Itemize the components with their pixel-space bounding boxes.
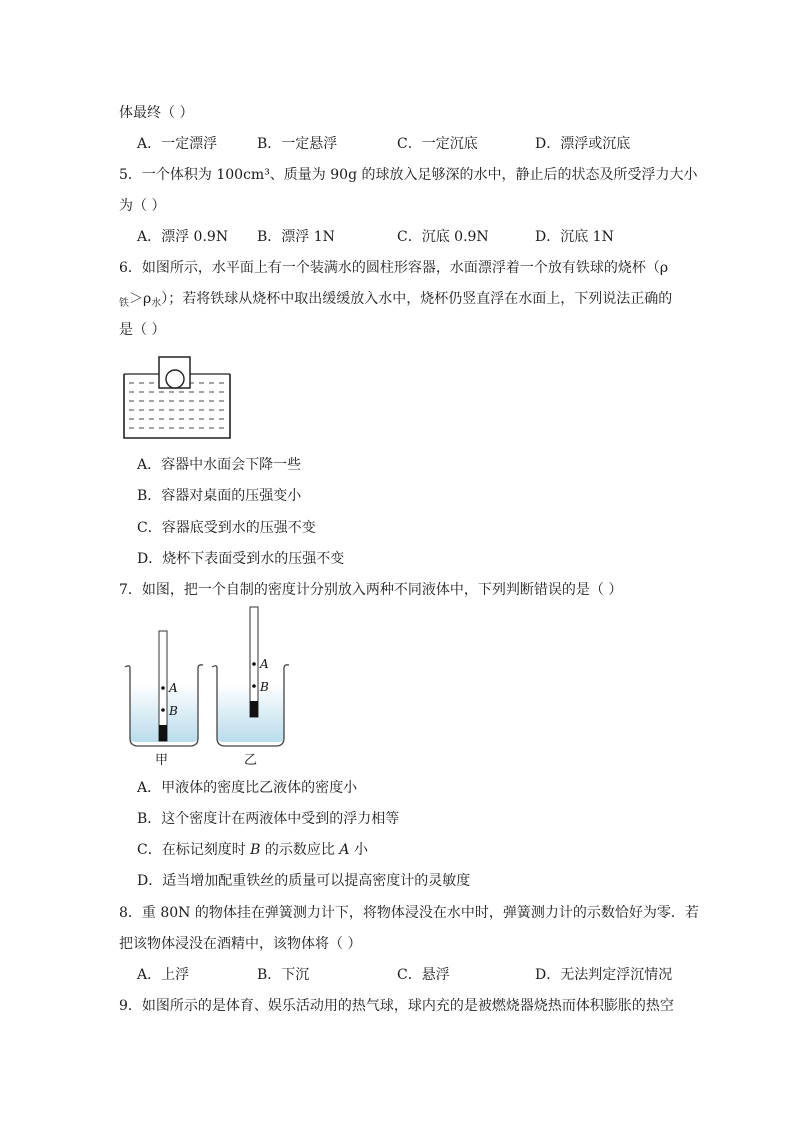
q4-option-a: A．一定漂浮 <box>137 136 218 152</box>
q5-option-c: C．沉底 0.9N <box>397 229 489 245</box>
q8-option-b: B．下沉 <box>257 967 310 983</box>
q7-option-c <box>137 840 368 860</box>
right-hydrometer-tube <box>250 607 258 717</box>
q6-stem-line1: 6．如图所示，水平面上有一个装满水的圆柱形容器，水面漂浮着一个放有铁球的烧杯（ρ <box>119 260 669 276</box>
iron-ball <box>166 370 184 388</box>
right-hydrometer-weight <box>250 701 258 717</box>
left-beaker <box>125 631 203 746</box>
q8-option-d: D．无法判定浮沉情况 <box>535 967 673 983</box>
right-point-b-label: B <box>260 680 269 694</box>
q6-option-c: C．容器底受到水的压强不变 <box>137 520 316 536</box>
q7-option-c-point-b: B <box>250 842 261 858</box>
right-point-a-label: A <box>260 657 269 671</box>
q7-option-c-post: 小 <box>349 842 368 858</box>
q6-option-a: A．容器中水面会下降一些 <box>137 457 302 473</box>
q6-option-b: B．容器对桌面的压强变小 <box>137 488 302 504</box>
left-point-a-dot <box>161 686 165 690</box>
q6-stem-line2-rest: ）；若将铁球从烧杯中取出缓缓放入水中，烧杯仍竖直浮在水面上，下列说法正确的 <box>161 291 673 307</box>
right-beaker <box>212 607 289 746</box>
left-point-b-label: B <box>169 704 178 718</box>
q5-stem-line1: 5．一个体积为 100cm³、质量为 90g 的球放入足够深的水中，静止后的状态及所受浮力大小 <box>119 167 698 183</box>
q5-option-d: D．沉底 1N <box>535 229 614 245</box>
left-point-a-label: A <box>169 681 178 695</box>
right-point-b-dot <box>252 684 256 688</box>
q7-hydrometer-figure <box>118 604 298 770</box>
q6-stem-line3: 是（ ） <box>119 322 166 338</box>
q8-option-c: C．悬浮 <box>397 967 450 983</box>
right-point-a-dot <box>252 662 256 666</box>
q8-stem-line2: 把该物体浸没在酒精中，该物体将（ ） <box>119 936 362 952</box>
q4-option-c: C．一定沉底 <box>397 136 478 152</box>
q7-option-b: B．这个密度计在两液体中受到的浮力相等 <box>137 811 400 827</box>
q6-container-figure <box>118 352 236 442</box>
rho-water-subscript: 水 <box>151 298 162 309</box>
q5-option-b: B．漂浮 1N <box>257 229 335 245</box>
rho-water-symbol: ＞ρ <box>129 291 152 307</box>
q5-option-a: A．漂浮 0.9N <box>137 229 229 245</box>
q6-option-d: D．烧杯下表面受到水的压强不变 <box>137 551 345 567</box>
q7-option-c-pre: C．在标记刻度时 <box>137 842 251 858</box>
q9-stem-line1: 9．如图所示的是体育、娱乐活动用的热气球，球内充的是被燃烧器烧热而体积膨胀的热空 <box>119 998 674 1014</box>
q7-option-d: D．适当增加配重铁丝的质量可以提高密度计的灵敏度 <box>137 873 471 889</box>
rho-iron-subscript: 铁 <box>119 298 129 309</box>
q4-option-d: D．漂浮或沉底 <box>535 136 631 152</box>
q7-option-c-mid: 的示数应比 <box>260 842 340 858</box>
left-caption: 甲 <box>155 753 169 768</box>
q4-stem-tail: 体最终（ ） <box>119 105 194 121</box>
right-caption: 乙 <box>244 753 258 768</box>
q7-option-a: A．甲液体的密度比乙液体的密度小 <box>137 780 358 796</box>
q8-option-a: A．上浮 <box>137 967 190 983</box>
q7-stem: 7．如图，把一个自制的密度计分别放入两种不同液体中，下列判断错误的是（ ） <box>119 582 623 598</box>
left-point-b-dot <box>161 708 165 712</box>
q4-option-b: B．一定悬浮 <box>257 136 338 152</box>
q6-stem-line2 <box>119 289 672 314</box>
q7-option-c-point-a: A <box>339 842 350 858</box>
q8-stem-line1: 8．重 80N 的物体挂在弹簧测力计下，将物体浸没在水中时，弹簧测力计的示数恰好为零．若 <box>119 905 699 921</box>
q5-stem-line2: 为（ ） <box>119 198 166 214</box>
left-hydrometer-tube <box>159 631 167 741</box>
left-hydrometer-weight <box>159 725 167 741</box>
